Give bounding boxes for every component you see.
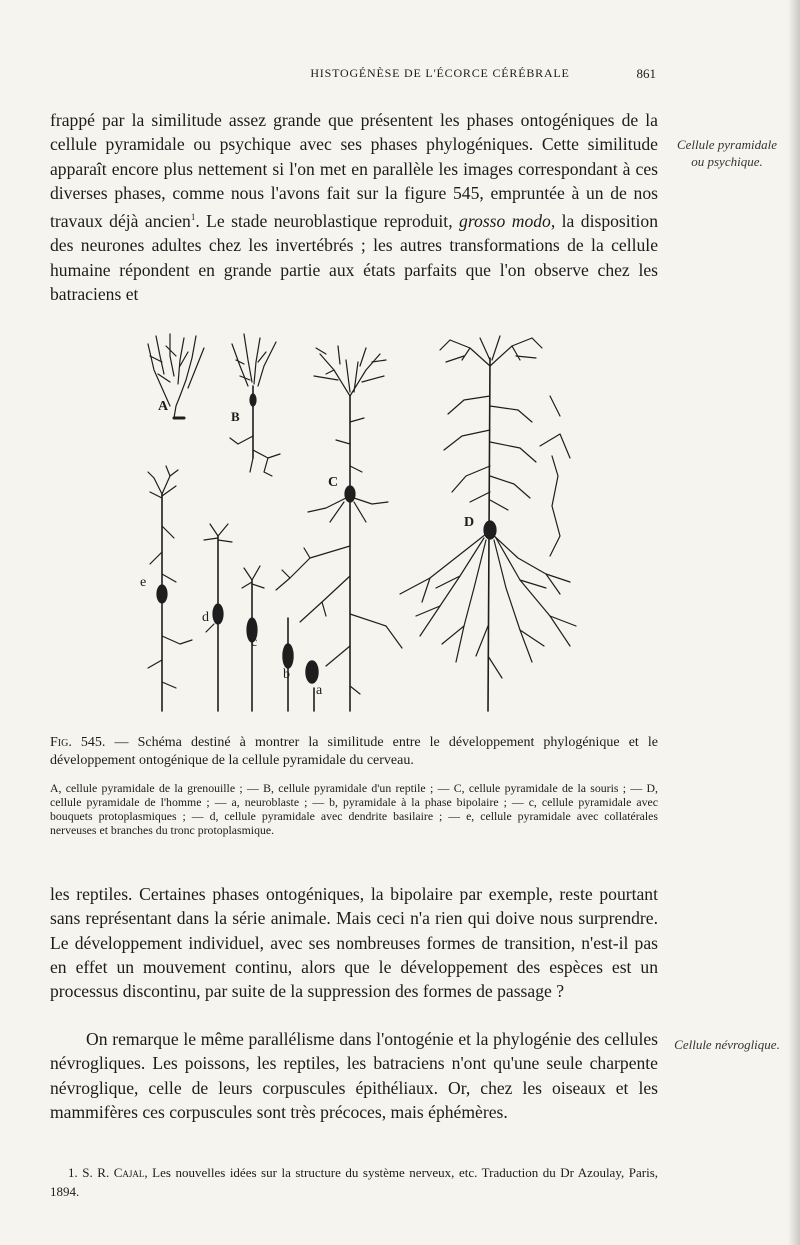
- paragraph-1: [50, 108, 658, 306]
- page-gutter-shadow: [788, 0, 800, 1245]
- paragraph-3: On remarque le même parallélisme dans l'ontogénie et la phylogénie des cellules névrogliques. Les poissons, les reptiles, les batraciens n'ont qu'une seule charpente névroglique, celle de leurs corpuscules épithéliaux. Or, chez les oiseaux et les mammifères ces corpuscules sont très précoces, mais éphémères.: [50, 1029, 658, 1122]
- page-number: 861: [636, 66, 656, 81]
- figure-545: [140, 326, 670, 721]
- label-B: B: [231, 409, 240, 424]
- neuron-illustration: [140, 326, 670, 721]
- footnote-author: S. R. Cajal: [82, 1165, 145, 1180]
- paragraph-1-italic: grosso modo: [459, 211, 551, 232]
- label-d: d: [202, 610, 209, 625]
- figure-number: Fig. 545.: [50, 735, 106, 750]
- figure-legend: A, cellule pyramidale de la grenouille ; — B, cellule pyramidale d'un reptile ; — C, cellule pyramidale de la souris ; — D, cellule pyramidale de l'homme ; — a, neuroblaste ; — b, pyramidale à la phase bipolaire ; — c, cellule pyramidale avec bouquets protoplasmiques ; — d, cellule pyramidale avec dendrite basilaire ; — e, cellule pyramidale avec collatérales nerveuses et branches du tronc protoplasmique.: [50, 781, 658, 837]
- label-e: e: [140, 575, 147, 590]
- cell-B: [230, 334, 280, 476]
- footnote-text: , Les nouvelles idées sur la structure du système nerveux, etc. Traduction du Dr Azoulay, Paris, 1894.: [50, 1165, 659, 1199]
- footnote-number: 1.: [68, 1165, 78, 1180]
- label-b: b: [283, 667, 290, 682]
- cell-e: [148, 466, 192, 711]
- paragraph-1-text-c: , la disposition des neurones adultes chez les invertébrés ; les autres transformations de la cellule humaine répondent en grande partie aux états parfaits que l'on observe chez les batraciens et: [50, 211, 659, 304]
- paragraph-1-text-b: . Le stade neuroblastique reproduit,: [195, 211, 460, 232]
- label-C: C: [328, 475, 339, 490]
- footnote-reference[interactable]: 1: [190, 212, 196, 223]
- paragraph-1-text: frappé par la similitude assez grande que présentent les phases ontogéniques de la cellule pyramidale ou psychique avec ses phases phylogéniques. Cette similitude apparaît encore plus nettement si l'on met en parallèle les images correspondant à ces diverses phases, comme nous l'avons fait sur la figure 545, empruntée à un de nos travaux déjà ancien: [50, 110, 658, 232]
- cell-A: [148, 334, 204, 418]
- label-a: a: [316, 683, 323, 698]
- running-title: HISTOGÉNÈSE DE L'ÉCORCE CÉRÉBRALE: [310, 66, 570, 80]
- paragraph-2: les reptiles. Certaines phases ontogéniques, la bipolaire par exemple, reste pourtant sans représentant dans la série animale. Mais ceci n'a rien qui doive nous surprendre. Le développement individuel, avec ses nombreuses formes de transition, n'est-il pas en effet un mouvement continu, alors que le développement des espèces est un processus discontinu, par suite de la suppression des formes de passage ?: [50, 884, 658, 1002]
- cell-D: [400, 336, 576, 711]
- margin-note-neuroglia: Cellule névroglique.: [674, 1037, 780, 1052]
- label-c: c: [251, 635, 258, 650]
- cell-b: [283, 618, 293, 711]
- margin-note-pyramidal: Cellule pyramidale ou psychique.: [676, 137, 777, 169]
- figure-caption: [50, 734, 658, 770]
- label-A: A: [158, 399, 169, 414]
- figure-caption-text: — Schéma destiné à montrer la similitude entre le développement phylogénique et le développement ontogénique de la cellule pyramidale du cerveau.: [50, 735, 658, 768]
- cell-C: [276, 346, 402, 711]
- label-D: D: [464, 515, 475, 530]
- footnote: [50, 1163, 658, 1201]
